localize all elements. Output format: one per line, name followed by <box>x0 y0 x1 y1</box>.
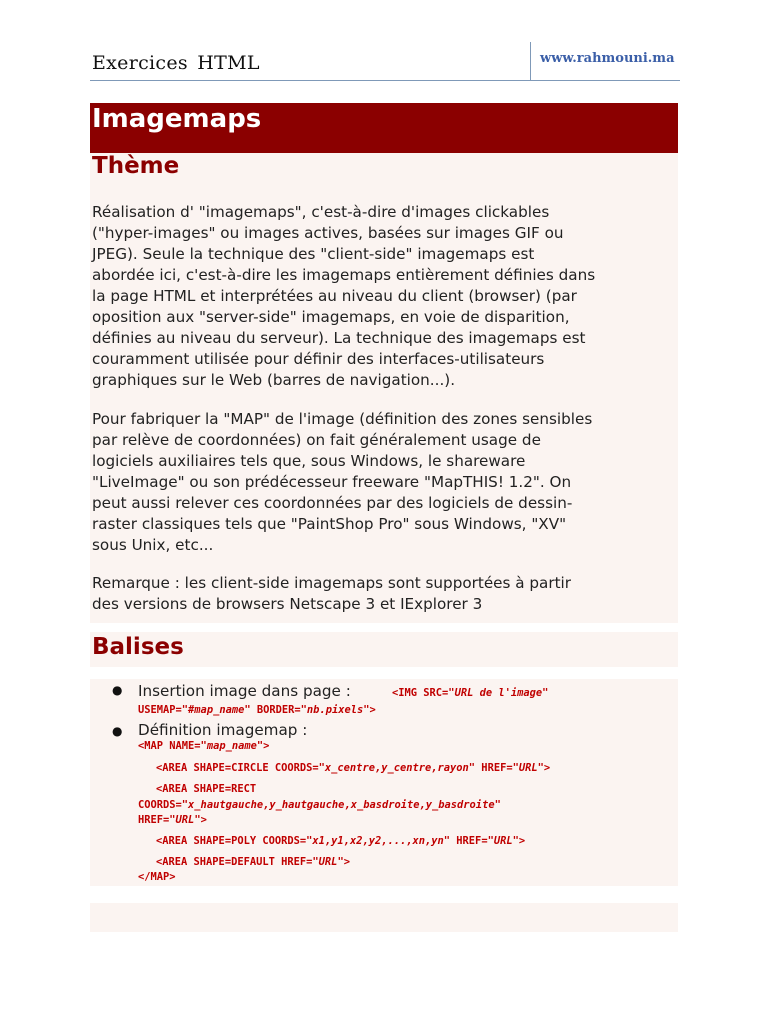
header-rule <box>90 80 680 81</box>
empty-section <box>90 903 678 932</box>
text-line: Remarque : les client-side imagemaps sont supportées à partir <box>92 574 571 592</box>
area-rect-coords-code: COORDS="x_hautgauche,y_hautgauche,x_basdroite,y_basdroite" <box>138 799 501 811</box>
text-line: sous Unix, etc... <box>92 536 214 554</box>
bullet-icon: ● <box>112 724 123 738</box>
area-rect-code: <AREA SHAPE=RECT <box>156 783 257 795</box>
balises-heading-section <box>90 632 678 667</box>
theme-paragraph-3 <box>92 573 678 615</box>
theme-heading: Thème <box>92 153 180 179</box>
text-line: définies au niveau du serveur). La technique des imagemaps est <box>92 329 586 347</box>
text-line: Réalisation d' "imagemaps", c'est-à-dire d'images clickables <box>92 203 550 221</box>
title-banner <box>90 103 678 153</box>
text-line: des versions de browsers Netscape 3 et IExplorer 3 <box>92 595 483 613</box>
text-line: la page HTML et interprétées au niveau du client (browser) (par <box>92 287 577 305</box>
balises-section <box>90 679 678 886</box>
theme-section <box>90 153 678 623</box>
text-line: raster classiques tels que "PaintShop Pro" sous Windows, "XV" <box>92 515 567 533</box>
map-close-code: </MAP> <box>138 871 176 883</box>
text-line: graphiques sur le Web (barres de navigation...). <box>92 371 456 389</box>
list-item-label: Définition imagemap : <box>138 721 308 739</box>
balises-heading: Balises <box>92 634 184 660</box>
text-line: Pour fabriquer la "MAP" de l'image (définition des zones sensibles <box>92 410 593 428</box>
area-default-code: <AREA SHAPE=DEFAULT HREF="URL"> <box>156 856 350 868</box>
text-line: abordée ici, c'est-à-dire les imagemaps entièrement définies dans <box>92 266 596 284</box>
page-title: Imagemaps <box>92 104 262 134</box>
area-poly-code: <AREA SHAPE=POLY COORDS="x1,y1,x2,y2,...,xn,yn" HREF="URL"> <box>156 835 526 847</box>
text-line: logiciels auxiliaires tels que, sous Windows, le shareware <box>92 452 526 470</box>
header-url: www.rahmouni.ma <box>540 51 675 66</box>
text-line: oposition aux "server-side" imagemaps, en voie de disparition, <box>92 308 570 326</box>
text-line: ("hyper-images" ou images actives, basées sur images GIF ou <box>92 224 564 242</box>
header-title: Exercices HTML <box>92 52 260 74</box>
area-rect-href-code: HREF="URL"> <box>138 814 207 826</box>
area-circle-code: <AREA SHAPE=CIRCLE COORDS="x_centre,y_centre,rayon" HREF="URL"> <box>156 762 551 774</box>
theme-paragraph-1 <box>92 202 678 391</box>
map-open-code: <MAP NAME="map_name"> <box>138 740 270 752</box>
text-line: "LiveImage" ou son prédécesseur freeware "MapTHIS! 1.2". On <box>92 473 572 491</box>
page-header <box>90 42 680 82</box>
theme-paragraph-2 <box>92 409 678 556</box>
img-tag-code: <IMG SRC="URL de l'image" <box>392 687 549 699</box>
text-line: couramment utilisée pour définir des interfaces-utilisateurs <box>92 350 545 368</box>
list-item-label: Insertion image dans page : <box>138 682 351 700</box>
img-tag-code-cont: USEMAP="#map_name" BORDER="nb.pixels"> <box>138 704 376 716</box>
header-divider <box>530 42 531 80</box>
text-line: JPEG). Seule la technique des "client-side" imagemaps est <box>92 245 535 263</box>
bullet-icon: ● <box>112 683 123 697</box>
text-line: peut aussi relever ces coordonnées par des logiciels de dessin- <box>92 494 573 512</box>
text-line: par relève de coordonnées) on fait généralement usage de <box>92 431 541 449</box>
